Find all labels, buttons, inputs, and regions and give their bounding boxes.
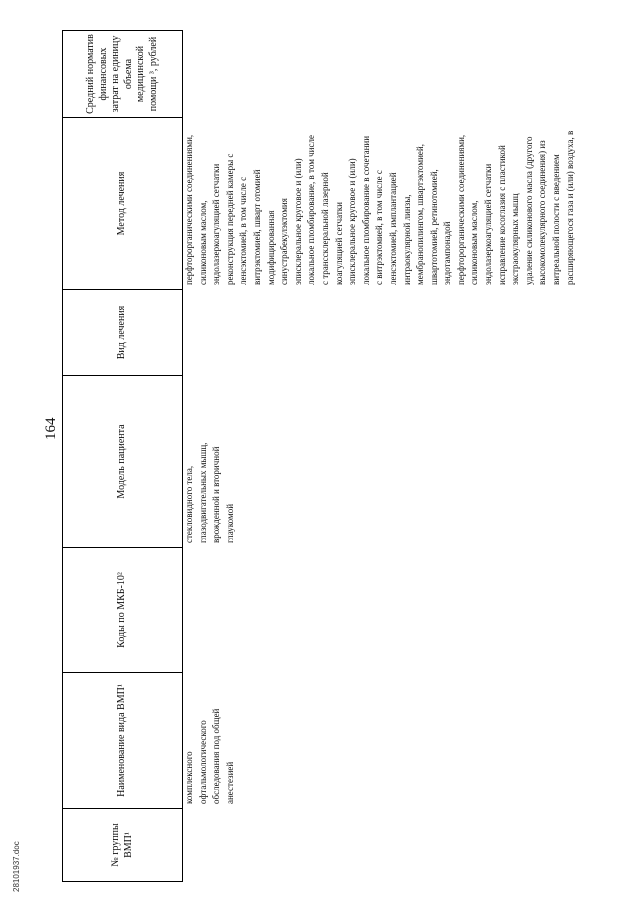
text-line: силиконовым маслом, [469,200,480,285]
text-line: эписклеральное круговое и (или) [347,158,358,285]
text-line: эндолазеркоагуляцией сетчатки [211,163,222,285]
doc-id-footer: 28101937.doc [12,841,21,892]
text-line: расширяющегося газа и (или) воздуха, в [564,130,575,285]
text-line: витрэктомией, шварт отомией [251,169,262,285]
table-body [183,30,603,882]
text-line: мембранопилингом, швартэктомией, [415,144,426,285]
text-line: обследования под общей [211,708,222,804]
text-line: синустрабекулэктомия [279,198,290,285]
header-vmp-name: Наименование вида ВМП¹ [62,673,183,809]
text-line: исправление косоглазия с пластикой [496,145,507,285]
text-line: эндолазеркоагуляцией сетчатки [483,163,494,285]
text-line: удаление силиконового масла (другого [523,136,534,285]
text-line: врожденной и вторичной [211,446,222,543]
header-treatment-method: Метод лечения [62,118,183,290]
text-line: интраокулярной линзы, [401,194,412,285]
cell-patient-model [183,443,237,543]
text-line: локальное пломбирование, в том числе [306,135,317,285]
text-line: реконструкция передней камеры с [224,153,235,285]
text-line: локальное пломбирование в сочетании [360,135,371,285]
text-line: перфторорганическими соединениями, [455,134,466,285]
text-line: силиконовым маслом, [197,200,208,285]
header-treatment-type: Вид лечения [62,290,183,376]
text-line: модифицированная [265,210,276,285]
text-line: офтальмологического [197,720,208,804]
header-group-number: № группы ВМП¹ [62,809,183,882]
header-patient-model: Модель пациента [62,376,183,548]
text-line: коагуляцией сетчатки [333,202,344,285]
text-line: стекловидного тела, [184,465,194,543]
text-line: перфторорганическими соединениями, [184,134,194,285]
cell-vmp-name [183,709,237,804]
text-line: швартотомией, ретинотомией, [428,169,439,285]
text-line: экстраокулярных мышц [510,193,521,285]
table-header-frame [62,30,183,882]
text-line: глаукомой [224,503,235,543]
text-line: витреальной полости с введением [551,154,562,285]
text-line: глазодвигательных мышц, [197,442,208,543]
header-average-cost: Средний норматив финансовых затрат на единицу объема медицинской помощи ³, рублей [62,30,183,118]
header-mkb-codes: Коды по МКБ-10² [62,548,183,673]
text-line: комплексного [184,751,194,804]
text-line: с транссклеральной лазерной [319,172,330,285]
text-line: эндотампонадой [442,221,453,285]
text-line: эписклеральное круговое и (или) [292,158,303,285]
text-line: анестезией [224,761,235,804]
text-line: высокомолекулярного соединения) из [537,140,548,285]
page-number: 164 [43,417,59,440]
text-line: ленсэктомией, в том числе с [238,176,249,285]
text-line: с витрэктомией, в том числе с [374,170,385,285]
table-header-row [62,30,183,882]
text-line: ленсэктомией, имплантацией [387,172,398,285]
cell-treatment-method [183,131,577,285]
